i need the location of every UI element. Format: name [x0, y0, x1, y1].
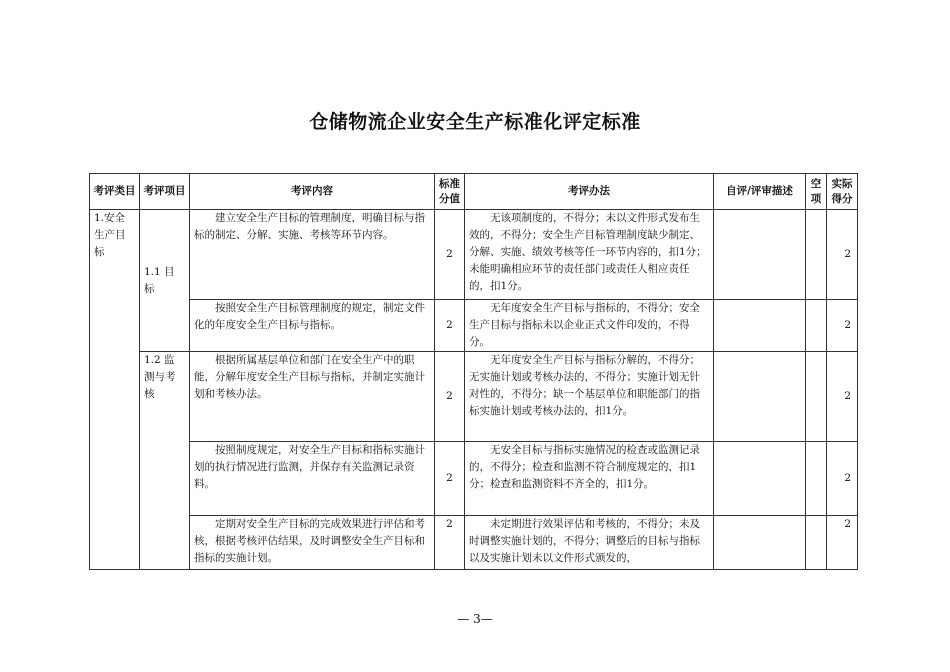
table-row — [90, 442, 858, 516]
content-cell: 按照安全生产目标管理制度的规定，制定文件化的年度安全生产目标与指标。 — [190, 300, 435, 352]
actual-score-cell: 2 — [827, 300, 858, 352]
review-cell — [714, 516, 806, 570]
content-cell: 按照制度规定，对安全生产目标和指标实施计划的执行情况进行监测，并保存有关监测记录资料。 — [190, 442, 435, 516]
empty-cell — [806, 442, 827, 516]
empty-cell — [806, 210, 827, 300]
actual-score-cell: 2 — [827, 442, 858, 516]
review-cell — [714, 300, 806, 352]
table-row — [90, 300, 858, 352]
actual-score-cell: 2 — [827, 516, 858, 570]
method-cell: 无安全目标与指标实施情况的检查或监测记录的，不得分；检查和监测不符合制度规定的，扣1分；检查和监测资料不齐全的，扣1分。 — [465, 442, 714, 516]
empty-cell — [806, 352, 827, 442]
empty-cell — [806, 516, 827, 570]
method-cell: 无年度安全生产目标与指标的，不得分；安全生产目标与指标未以企业正式文件印发的，不得分。 — [465, 300, 714, 352]
content-cell: 建立安全生产目标的管理制度，明确目标与指标的制定、分解、实施、考核等环节内容。 — [190, 210, 435, 300]
document-title: 仓储物流企业安全生产标准化评定标准 — [309, 111, 641, 133]
score-cell: 2 — [435, 352, 465, 442]
empty-cell — [806, 300, 827, 352]
header-empty: 空项 — [806, 174, 827, 210]
table-row — [90, 210, 858, 300]
header-category: 考评类目 — [90, 174, 140, 210]
table-header-row — [90, 174, 858, 210]
header-content: 考评内容 — [190, 174, 435, 210]
review-cell — [714, 352, 806, 442]
score-cell: 2 — [435, 442, 465, 516]
header-method: 考评办法 — [465, 174, 714, 210]
method-cell: 无年度安全生产目标与指标分解的，不得分；无实施计划或考核办法的，不得分；实施计划无针对性的，不得分；缺一个基层单位和职能部门的指标实施计划或考核办法的，扣1分。 — [465, 352, 714, 442]
score-cell: 2 — [435, 300, 465, 352]
evaluation-table — [89, 173, 858, 570]
score-cell: 2 — [435, 516, 465, 570]
item-cell: 1.1 目标 — [140, 210, 190, 352]
method-cell: 未定期进行效果评估和考核的，不得分；未及时调整实施计划的，不得分；调整后的目标与指标以及实施计划未以文件形式颁发的， — [465, 516, 714, 570]
category-cell: 1.安全生产目标 — [90, 210, 140, 570]
item-cell: 1.2 监测与考核 — [140, 352, 190, 570]
score-cell: 2 — [435, 210, 465, 300]
table-row — [90, 352, 858, 442]
header-review: 自评/评审描述 — [714, 174, 806, 210]
actual-score-cell: 2 — [827, 210, 858, 300]
review-cell — [714, 442, 806, 516]
content-cell: 根据所属基层单位和部门在安全生产中的职能，分解年度安全生产目标与指标，并制定实施计划和考核办法。 — [190, 352, 435, 442]
actual-score-cell: 2 — [827, 352, 858, 442]
method-cell: 无该项制度的，不得分；未以文件形式发布生效的，不得分；安全生产目标管理制度缺少制定、分解、实施、绩效考核等任一环节内容的，扣1分；未能明确相应环节的责任部门或责任人相应责任的，扣1分。 — [465, 210, 714, 300]
header-actual: 实际得分 — [827, 174, 858, 210]
review-cell — [714, 210, 806, 300]
page-number: — 3— — [457, 612, 493, 626]
content-cell: 定期对安全生产目标的完成效果进行评估和考核，根据考核评估结果，及时调整安全生产目标和指标的实施计划。 — [190, 516, 435, 570]
header-score: 标准分值 — [435, 174, 465, 210]
header-item: 考评项目 — [140, 174, 190, 210]
table-row — [90, 516, 858, 570]
